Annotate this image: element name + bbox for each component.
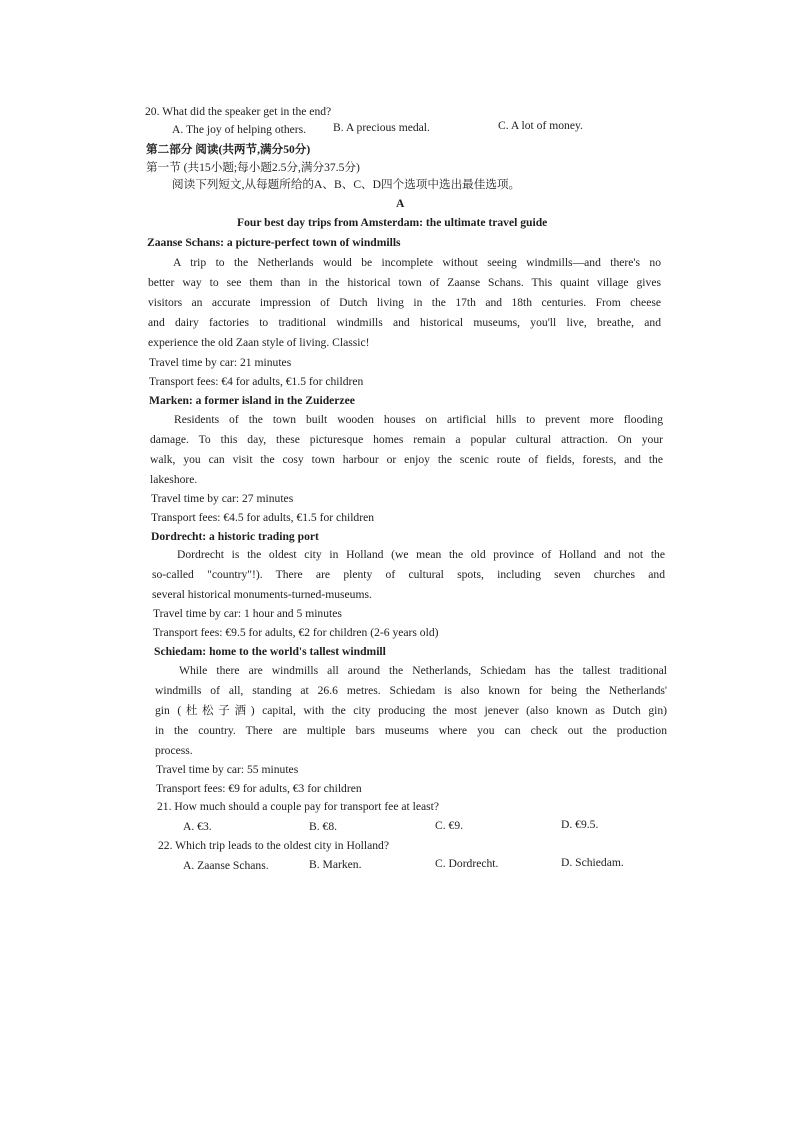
passage-title: Four best day trips from Amsterdam: the ultimate travel guide <box>237 216 548 229</box>
paragraph-line: better way to see them than in the historical town of Zaanse Schans. This quaint village gives <box>148 276 661 289</box>
paragraph-line: experience the old Zaan style of living. Classic! <box>148 336 370 349</box>
q20-stem: 20. What did the speaker get in the end? <box>145 105 332 118</box>
q22-option-a: A. Zaanse Schans. <box>183 859 269 872</box>
paragraph-line: Dordrecht is the oldest city in Holland (we mean the old province of Holland and not the <box>177 548 665 561</box>
q21-stem: 21. How much should a couple pay for transport fee at least? <box>157 800 440 813</box>
q22-option-b: B. Marken. <box>309 858 362 871</box>
section1-title: 第一节 (共15小题;每小题2.5分,满分37.5分) <box>146 161 360 174</box>
travel-time: Travel time by car: 55 minutes <box>156 763 299 776</box>
trip-heading: Zaanse Schans: a picture-perfect town of windmills <box>147 236 401 249</box>
paragraph-line: process. <box>155 744 193 757</box>
paragraph-line: visitors an accurate impression of Dutch living in the 17th and 18th centuries. From cheese <box>148 296 661 309</box>
q21-option-a: A. €3. <box>183 820 212 833</box>
paragraph-line: so-called "country"!). There are plenty of cultural spots, including seven churches and <box>152 568 665 581</box>
q22-stem: 22. Which trip leads to the oldest city in Holland? <box>158 839 389 852</box>
passage-label: A <box>396 197 405 210</box>
q22-option-c: C. Dordrecht. <box>435 857 499 870</box>
part2-title: 第二部分 阅读(共两节,满分50分) <box>146 143 311 156</box>
transport-fees: Transport fees: €4 for adults, €1.5 for children <box>149 375 364 388</box>
paragraph-line: walk, you can visit the cosy town harbour or enjoy the scenic route of fields, forests, and the <box>150 453 663 466</box>
q20-option-b: B. A precious medal. <box>333 121 430 134</box>
q21-option-d: D. €9.5. <box>561 818 599 831</box>
paragraph-line: windmills of all, standing at 26.6 metres. Schiedam is also known for being the Netherlands' <box>155 684 667 697</box>
paragraph-line: damage. To this day, these picturesque homes remain a popular cultural attraction. On your <box>150 433 663 446</box>
transport-fees: Transport fees: €9.5 for adults, €2 for children (2-6 years old) <box>153 626 439 639</box>
paragraph-line: and dairy factories to traditional windmills and historical museums, you'll live, breathe, and <box>148 316 661 329</box>
q20-option-c: C. A lot of money. <box>498 119 583 132</box>
paragraph-line: gin (杜松子酒) capital, with the city producing the most jenever (also known as Dutch gin) <box>155 704 667 717</box>
paragraph-line: While there are windmills all around the Netherlands, Schiedam has the tallest traditional <box>179 664 667 677</box>
q20-option-a: A. The joy of helping others. <box>172 123 307 136</box>
travel-time: Travel time by car: 1 hour and 5 minutes <box>153 607 342 620</box>
q21-option-c: C. €9. <box>435 819 464 832</box>
trip-heading: Schiedam: home to the world's tallest windmill <box>154 645 386 658</box>
paragraph-line: in the country. There are multiple bars museums where you can check out the production <box>155 724 667 737</box>
paragraph-line: lakeshore. <box>150 473 198 486</box>
transport-fees: Transport fees: €4.5 for adults, €1.5 for children <box>151 511 375 524</box>
paragraph-line: A trip to the Netherlands would be incomplete without seeing windmills—and there's no <box>173 256 661 269</box>
q21-option-b: B. €8. <box>309 820 338 833</box>
paragraph-line: Residents of the town built wooden houses on artificial hills to prevent more flooding <box>174 413 663 426</box>
trip-heading: Marken: a former island in the Zuiderzee <box>149 394 355 407</box>
travel-time: Travel time by car: 21 minutes <box>149 356 292 369</box>
trip-heading: Dordrecht: a historic trading port <box>151 530 319 543</box>
reading-instruction: 阅读下列短文,从每题所给的A、B、C、D四个选项中选出最佳选项。 <box>172 178 521 191</box>
q22-option-d: D. Schiedam. <box>561 856 624 869</box>
travel-time: Travel time by car: 27 minutes <box>151 492 294 505</box>
transport-fees: Transport fees: €9 for adults, €3 for children <box>156 782 362 795</box>
paragraph-line: several historical monuments-turned-museums. <box>152 588 372 601</box>
